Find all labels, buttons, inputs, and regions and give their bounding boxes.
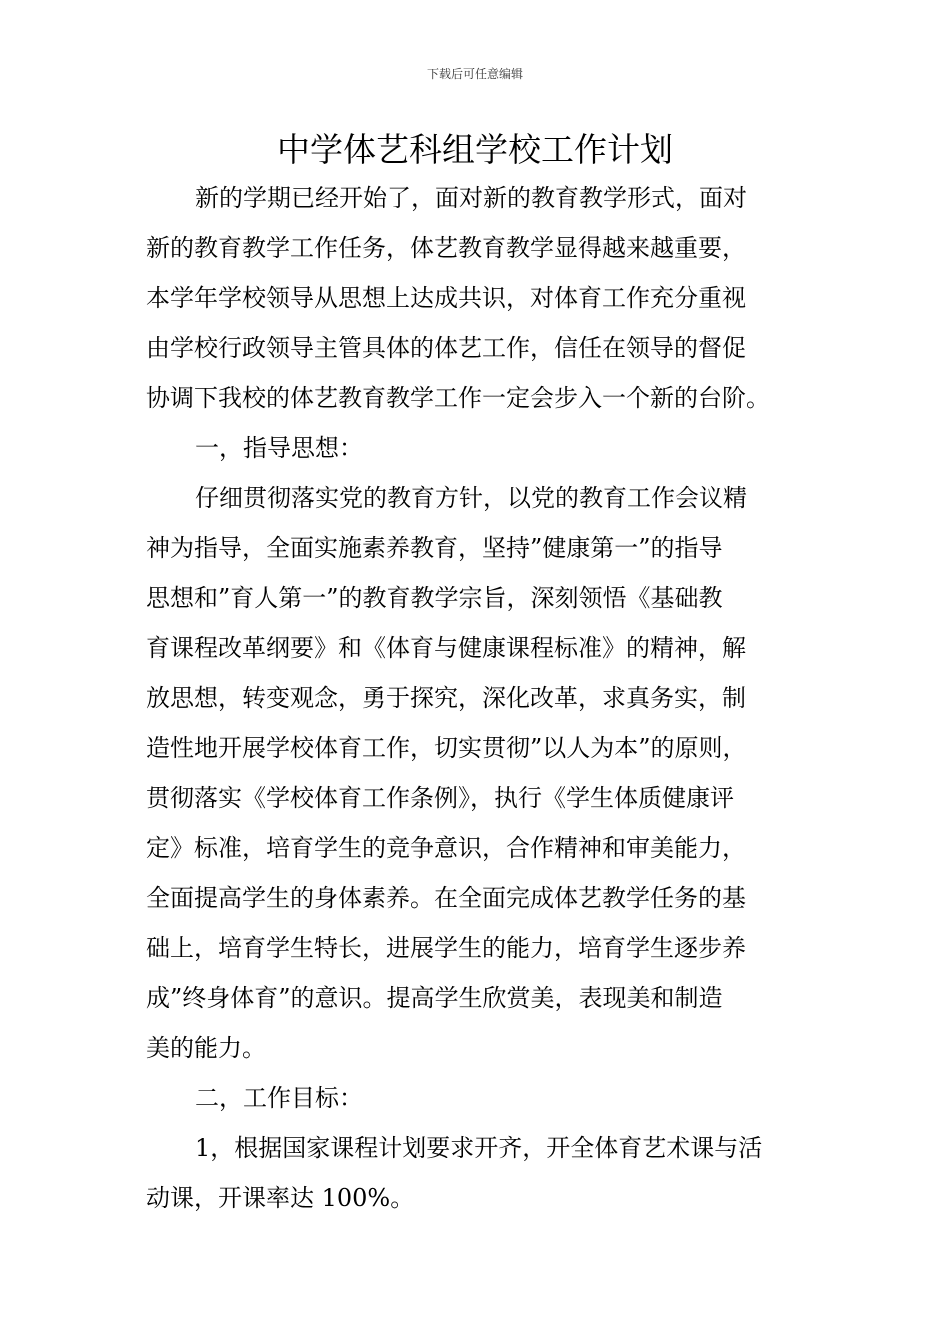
paragraph-line: 新的学期已经开始了，面对新的教育教学形式，面对 [195,184,747,212]
paragraph-line: 放思想，转变观念，勇于探究，深化改革，求真务实，制 [146,684,746,712]
paragraph-line: 定》标准，培育学生的竞争意识，合作精神和审美能力， [146,834,746,862]
paragraph-line: 本学年学校领导从思想上达成共识，对体育工作充分重视 [146,284,746,312]
paragraph-line: 思想和”育人第一”的教育教学宗旨，深刻领悟《基础教 [146,584,723,612]
paragraph-line: 由学校行政领导主管具体的体艺工作，信任在领导的督促 [146,334,746,362]
paragraph-line: 仔细贯彻落实党的教育方针，以党的教育工作会议精 [195,484,747,512]
paragraph-line: 动课，开课率达 100%。 [146,1184,415,1212]
header-note: 下载后可任意编辑 [426,67,523,81]
paragraph-line: 全面提高学生的身体素养。在全面完成体艺教学任务的基 [146,884,746,912]
section-heading: 二，工作目标： [195,1084,363,1112]
paragraph-line: 协调下我校的体艺教育教学工作一定会步入一个新的台阶。 [146,384,770,412]
paragraph-line: 神为指导，全面实施素养教育，坚持”健康第一”的指导 [146,534,723,562]
paragraph-line: 美的能力。 [146,1034,266,1062]
paragraph-line: 造性地开展学校体育工作，切实贯彻”以人为本”的原则， [146,734,747,762]
paragraph-line: 贯彻落实《学校体育工作条例》，执行《学生体质健康评 [146,784,734,812]
paragraph-line: 1，根据国家课程计划要求开齐，开全体育艺术课与活 [195,1134,763,1162]
section-heading: 一，指导思想： [195,434,363,462]
paragraph-line: 育课程改革纲要》和《体育与健康课程标准》的精神，解 [146,634,746,662]
paragraph-line: 新的教育教学工作任务，体艺教育教学显得越来越重要， [146,234,746,262]
document-title: 中学体艺科组学校工作计划 [277,130,673,169]
paragraph-line: 成”终身体育”的意识。提高学生欣赏美，表现美和制造 [146,984,723,1012]
paragraph-line: 础上，培育学生特长，进展学生的能力，培育学生逐步养 [146,934,746,962]
